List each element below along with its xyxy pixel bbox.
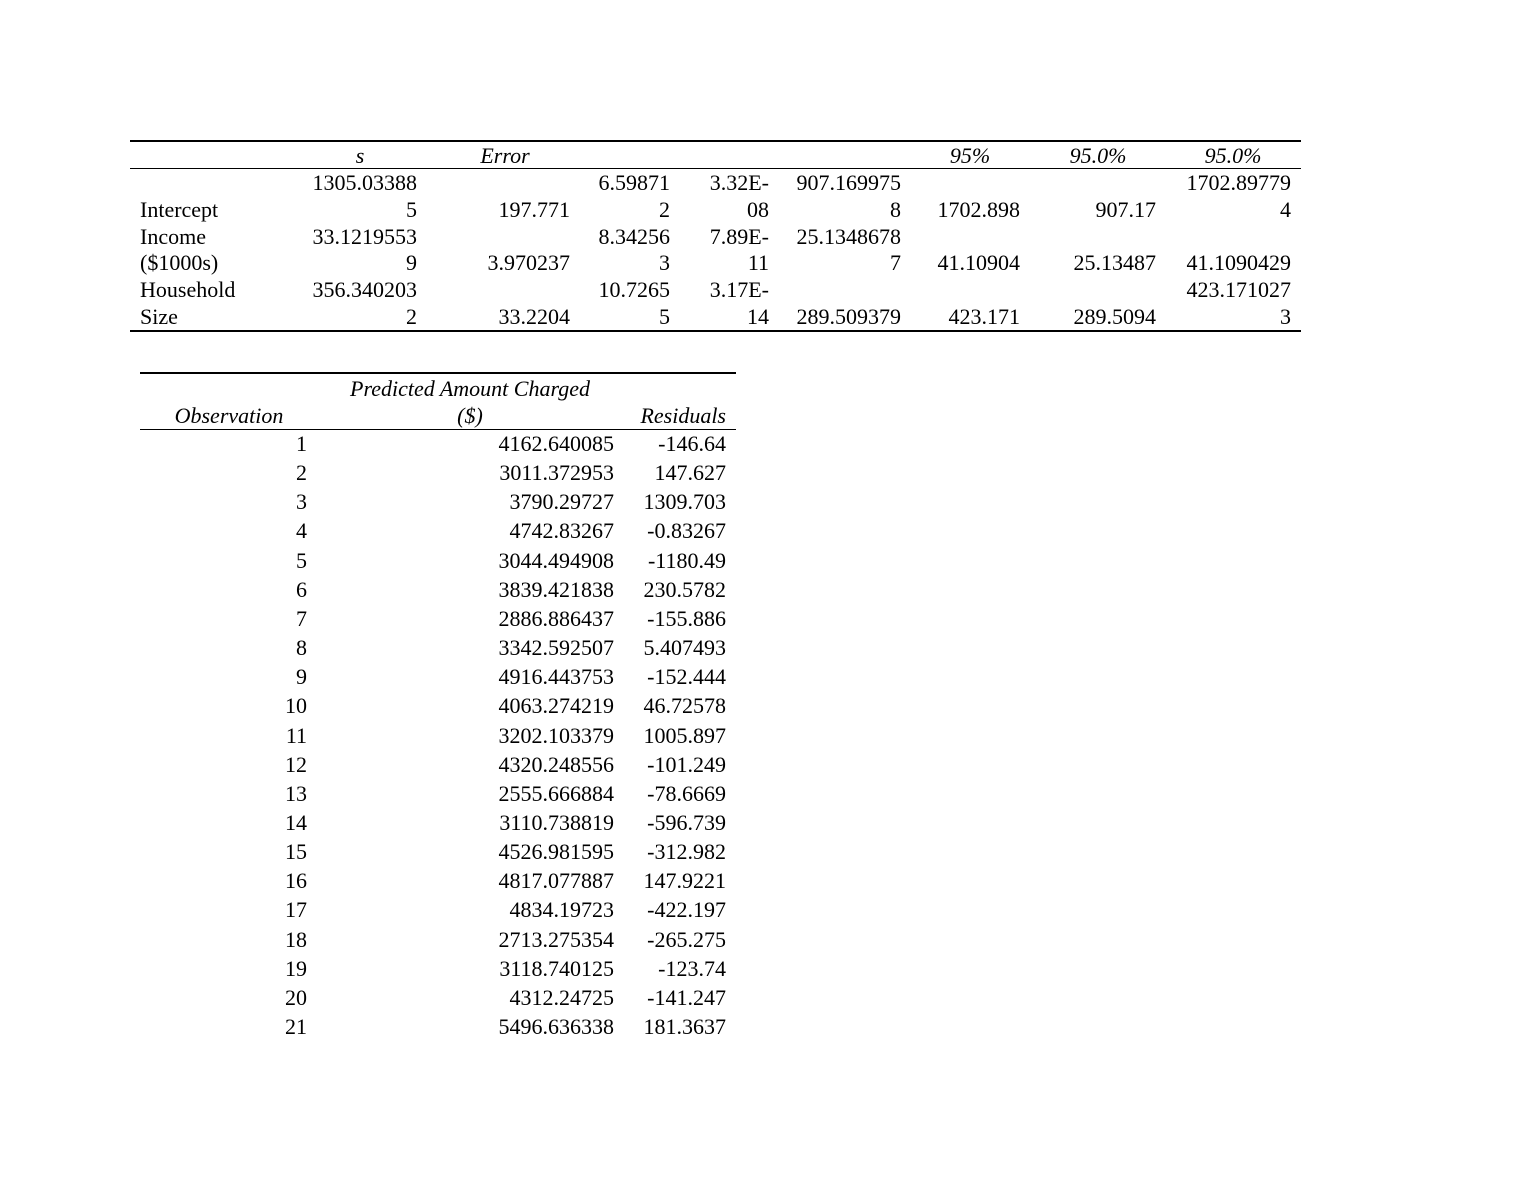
predicted-amount: 3790.29727: [509, 489, 614, 515]
predicted-amount: 4063.274219: [498, 693, 614, 719]
coef-label-line2: Size: [140, 304, 178, 329]
residual-value: -78.6669: [647, 780, 726, 806]
predicted-amount: 5496.636338: [498, 1014, 614, 1039]
header-rule: [130, 168, 1301, 169]
residual-value: -312.982: [647, 839, 726, 865]
residual-value: 1005.897: [643, 722, 726, 748]
residual-value: -101.249: [647, 751, 726, 777]
coef-standard-error-line2: 33.2204: [498, 304, 570, 329]
coef-upper-95-0-line2: 3: [1280, 304, 1291, 329]
coef-lower-95-0-line2: 289.5094: [1073, 304, 1156, 329]
observation-number: 9: [296, 664, 307, 690]
residual-value: -123.74: [658, 955, 726, 981]
observation-number: 12: [285, 751, 307, 777]
predicted-amount: 2555.666884: [498, 780, 614, 806]
coef-upper-95-line2: 1702.898: [937, 196, 1020, 222]
coef-value-line1: 1305.03388: [312, 170, 417, 195]
residual-value: -1180.49: [647, 547, 726, 573]
residual-value: -155.886: [647, 605, 726, 631]
residual-value: 181.3637: [643, 1014, 726, 1039]
predicted-amount: 4742.83267: [509, 518, 614, 544]
residual-value: -146.64: [658, 431, 726, 456]
residual-header-predicted-line2: ($): [457, 403, 483, 428]
observation-number: 2: [296, 460, 307, 486]
residual-value: 230.5782: [643, 576, 726, 602]
coef-lower-95-line1: 907.169975: [796, 170, 901, 195]
coef-t-stat-line1: 6.59871: [598, 170, 670, 195]
observation-number: 16: [285, 868, 307, 894]
coef-value-line1: 33.1219553: [312, 223, 417, 249]
coef-standard-error-line2: 197.771: [498, 196, 570, 222]
coef-upper-95-line2: 423.171: [948, 304, 1020, 329]
coef-label-line2: Intercept: [140, 196, 219, 222]
residual-header-rule: [140, 429, 736, 430]
observation-number: 18: [285, 926, 307, 952]
coef-t-stat-line2: 5: [659, 304, 670, 329]
coef-upper-95-0-line2: 4: [1280, 196, 1291, 222]
coef-upper-95-line2: 41.10904: [937, 250, 1020, 276]
coef-label-line1: Income: [140, 223, 206, 249]
observation-number: 11: [285, 722, 307, 748]
residual-header-residuals: Residuals: [640, 403, 726, 428]
predicted-amount: 2886.886437: [498, 605, 614, 631]
coef-header-standard-error: Error: [480, 143, 530, 168]
coef-upper-95-0-line1: 1702.89779: [1186, 170, 1291, 195]
observation-number: 19: [285, 955, 307, 981]
predicted-amount: 3011.372953: [499, 460, 614, 486]
observation-number: 8: [296, 635, 307, 661]
coef-t-stat-line2: 3: [659, 250, 670, 276]
observation-number: 10: [285, 693, 307, 719]
coef-value-line2: 9: [406, 250, 417, 276]
coef-p-value-line1: 3.17E-: [709, 277, 769, 303]
observation-number: 20: [285, 984, 307, 1010]
coef-value-line2: 5: [406, 196, 417, 222]
observation-number: 14: [285, 809, 307, 835]
observation-number: 13: [285, 780, 307, 806]
coef-lower-95-line1: 25.1348678: [796, 223, 901, 249]
predicted-amount: 4526.981595: [498, 839, 614, 865]
coef-header-coefficients: s: [355, 143, 365, 168]
residual-value: -0.83267: [647, 518, 726, 544]
residual-value: 5.407493: [643, 635, 726, 661]
predicted-amount: 4312.24725: [509, 984, 614, 1010]
coef-header-upper-95-0: 95.0%: [1204, 143, 1262, 168]
observation-number: 1: [296, 431, 307, 456]
observation-number: 21: [285, 1014, 307, 1039]
residual-value: 147.627: [654, 460, 726, 486]
observation-number: 15: [285, 839, 307, 865]
coef-header-lower-95-0: 95.0%: [1069, 143, 1127, 168]
coef-value-line1: 356.340203: [312, 277, 417, 303]
residual-value: -596.739: [647, 809, 726, 835]
coef-lower-95-line2: 8: [890, 196, 901, 222]
coef-standard-error-line2: 3.970237: [487, 250, 570, 276]
residual-value: -152.444: [647, 664, 726, 690]
residual-top-rule: [140, 372, 736, 374]
coef-t-stat-line2: 2: [659, 196, 670, 222]
observation-number: 3: [296, 489, 307, 515]
coef-p-value-line1: 7.89E-: [709, 223, 769, 249]
predicted-amount: 3044.494908: [498, 547, 614, 573]
coef-p-value-line2: 14: [747, 304, 769, 329]
observation-number: 5: [296, 547, 307, 573]
predicted-amount: 3342.592507: [498, 635, 614, 661]
predicted-amount: 3110.738819: [499, 809, 614, 835]
predicted-amount: 3202.103379: [498, 722, 614, 748]
predicted-amount: 4834.19723: [509, 897, 614, 923]
residual-value: -265.275: [647, 926, 726, 952]
coef-label-line2: ($1000s): [140, 250, 219, 276]
predicted-amount: 2713.275354: [498, 926, 614, 952]
predicted-amount: 4162.640085: [498, 431, 614, 456]
coef-label-line1: Household: [140, 277, 236, 303]
residual-value: 147.9221: [643, 868, 726, 894]
coef-value-line2: 2: [406, 304, 417, 329]
coef-upper-95-0-line2: 41.1090429: [1186, 250, 1291, 276]
observation-number: 17: [285, 897, 307, 923]
predicted-amount: 3118.740125: [499, 955, 614, 981]
coef-lower-95-0-line2: 25.13487: [1073, 250, 1156, 276]
coef-t-stat-line1: 10.7265: [598, 277, 670, 303]
residual-value: 1309.703: [643, 489, 726, 515]
bottom-rule: [130, 330, 1301, 332]
coef-p-value-line2: 08: [747, 196, 769, 222]
coef-upper-95-0-line1: 423.171027: [1186, 277, 1291, 303]
residual-value: 46.72578: [643, 693, 726, 719]
observation-number: 7: [296, 605, 307, 631]
observation-number: 4: [296, 518, 307, 544]
predicted-amount: 3839.421838: [498, 576, 614, 602]
predicted-amount: 4320.248556: [498, 751, 614, 777]
observation-number: 6: [296, 576, 307, 602]
coef-lower-95-line2: 289.509379: [796, 304, 901, 329]
coef-p-value-line1: 3.32E-: [709, 170, 769, 195]
top-rule: [130, 140, 1301, 142]
coef-t-stat-line1: 8.34256: [598, 223, 670, 249]
residual-header-observation: Observation: [174, 403, 284, 428]
predicted-amount: 4817.077887: [498, 868, 614, 894]
coef-lower-95-line2: 7: [890, 250, 901, 276]
coef-lower-95-0-line2: 907.17: [1095, 196, 1156, 222]
coef-p-value-line2: 11: [747, 250, 769, 276]
residual-value: -422.197: [647, 897, 726, 923]
predicted-amount: 4916.443753: [498, 664, 614, 690]
coef-header-lower-95: 95%: [949, 143, 991, 168]
residual-value: -141.247: [647, 984, 726, 1010]
residual-header-predicted-line1: Predicted Amount Charged: [350, 376, 590, 401]
